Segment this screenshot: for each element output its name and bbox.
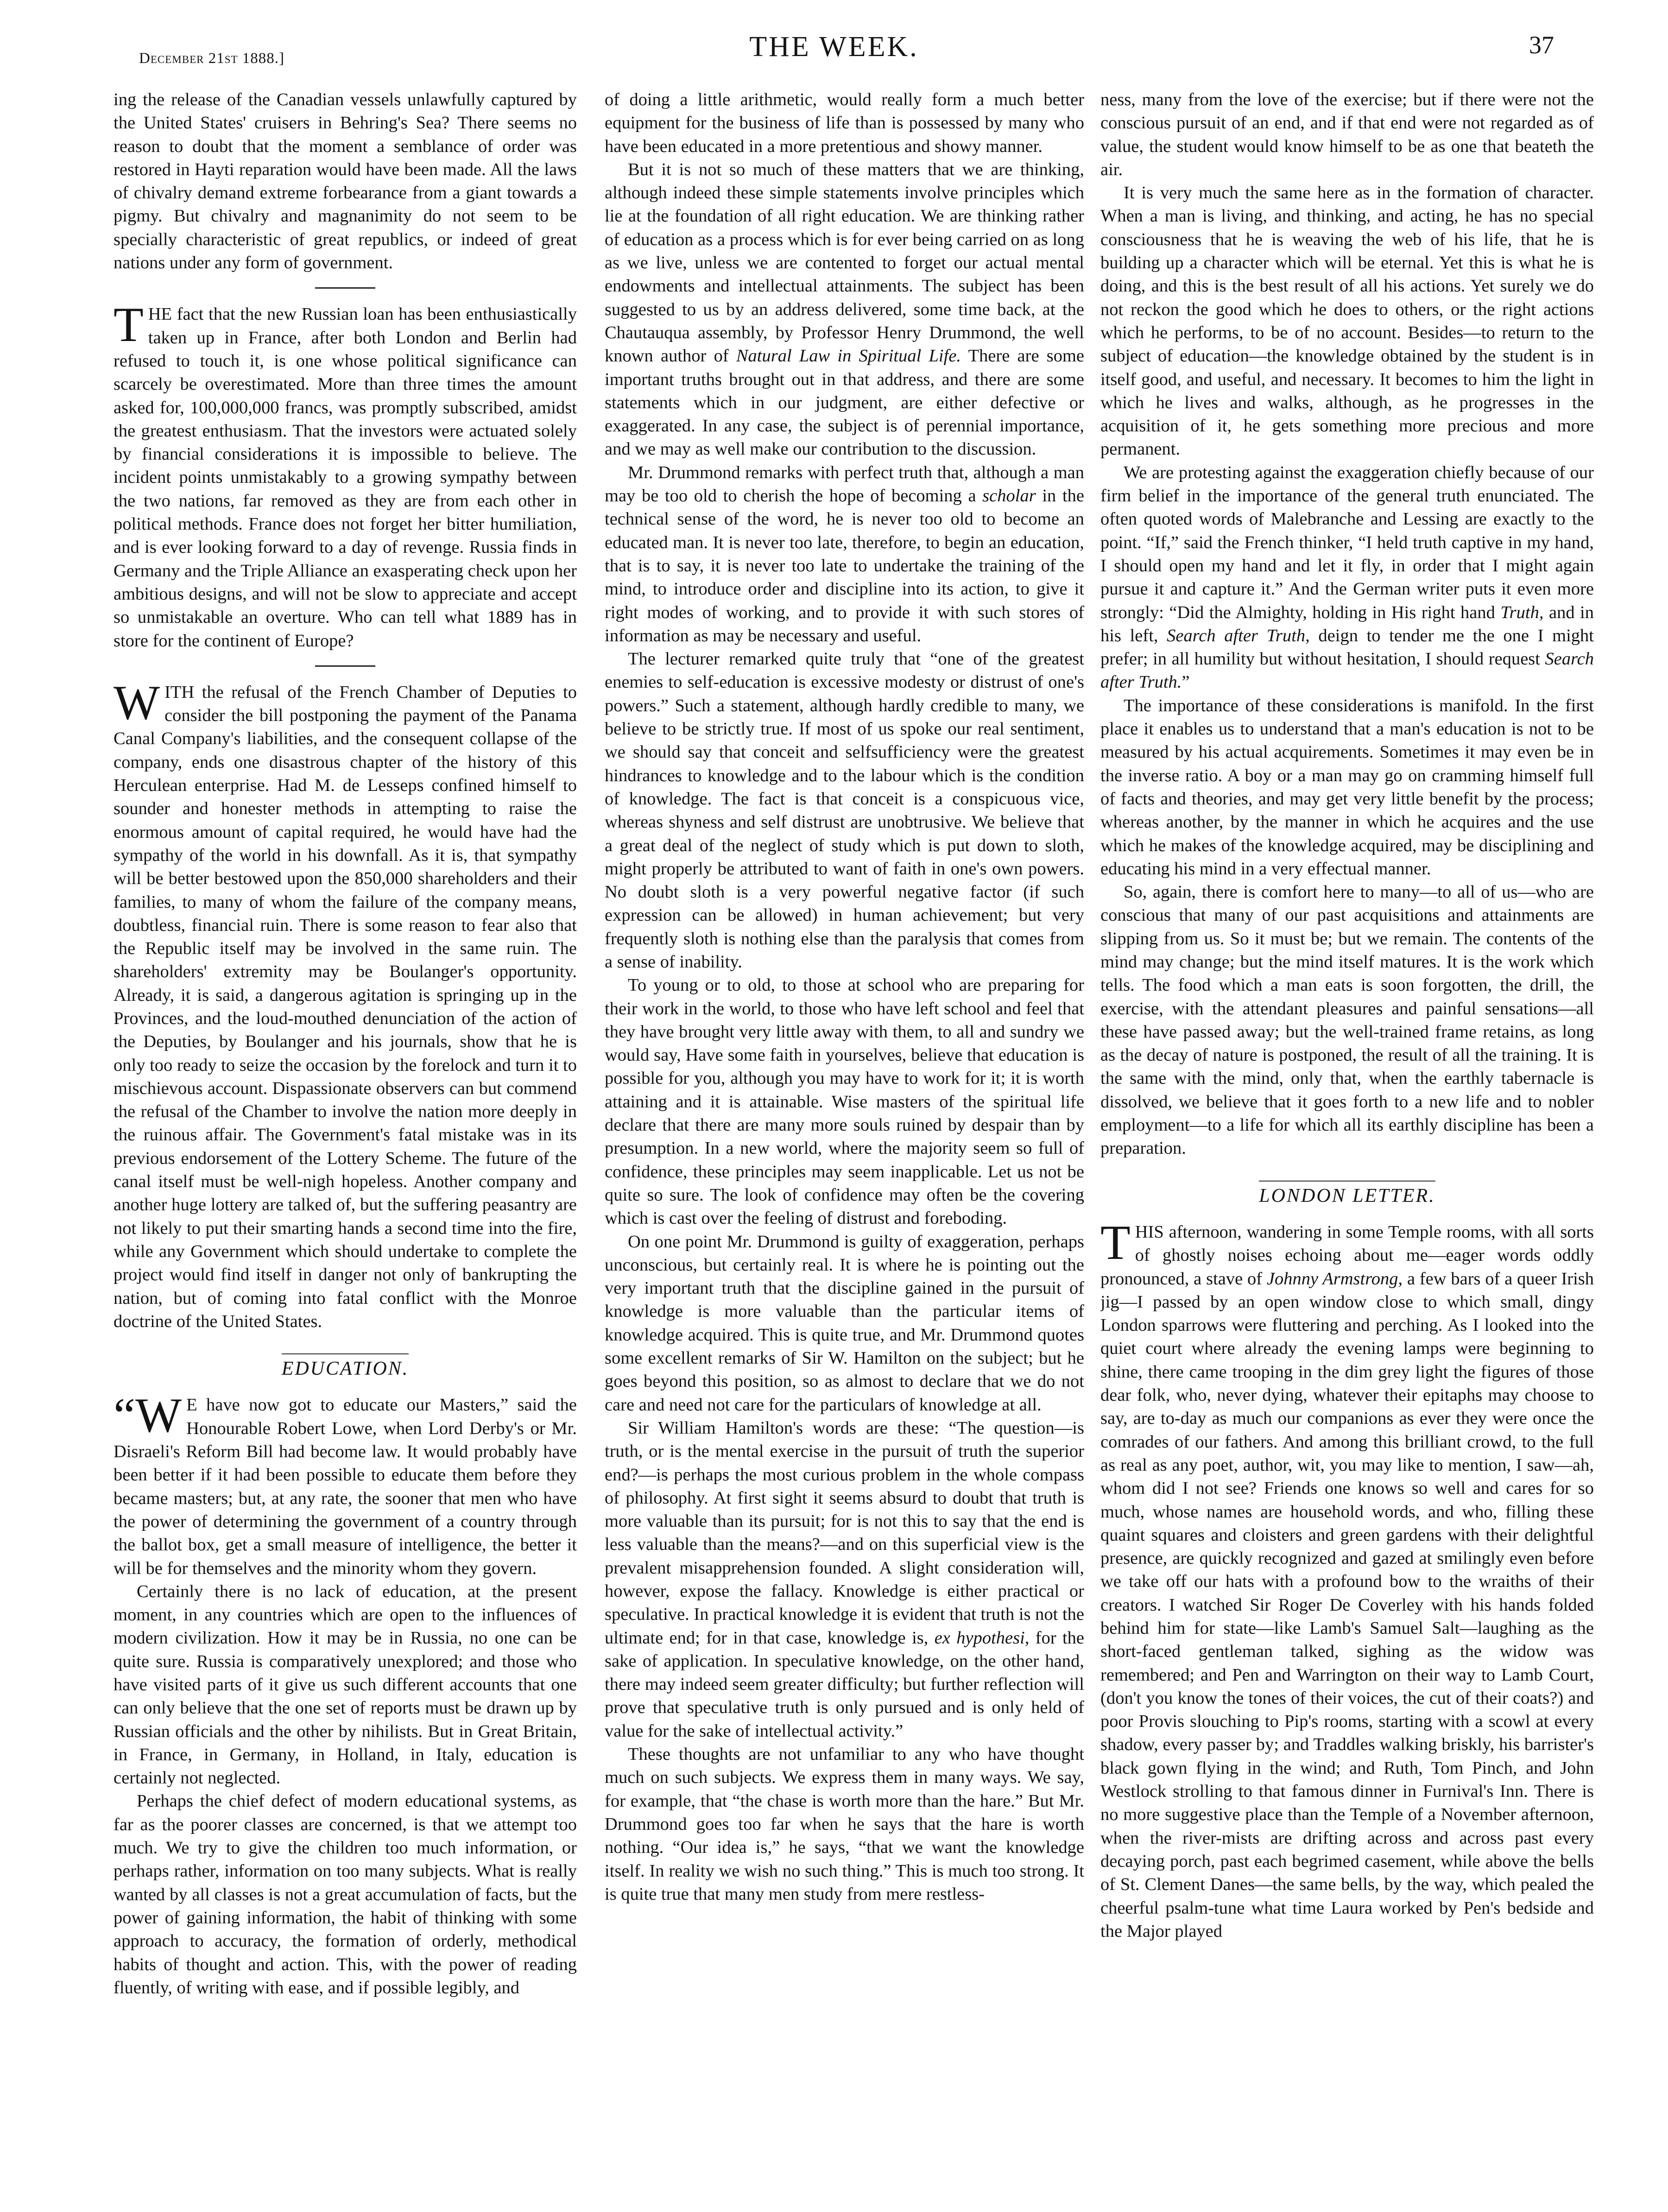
paragraph-education-intro: “W E have now got to educate our Masters,” said the Honourable Robert Lowe, when Lord Derby's or Mr. Disraeli's Reform Bill had become law. It would probably have been better if it had been possible to educate them before they became masters; but, at any rate, the sooner that men who have the power of determining the government of a country through the ballot box, get a small measure of intelligence, the better it will be for themselves and the minority whom they govern.	[114, 1388, 577, 1578]
paragraph: These thoughts are not unfamiliar to any who have thought much on such subjects. We express them in many ways. We say, for example, that “the chase is worth more than the hare.” But Mr. Drummond goes too far when he says that the hare is worth nothing. “Our idea is,” he says, “that we want the knowledge itself. In reality we wish no such thing.” This is much too strong. It is quite true that many men study from mere restless-	[605, 1744, 1084, 1904]
paragraph-panama-canal: WITH the refusal of the French Chamber of Deputies to consider the bill postponing the payment of the Panama Canal Company's liabilities, and the consequent collapse of the company, ends one disastrous chapter of the history of this Herculean enterprise. Had M. de Lesseps confined himself to sounder and honester methods in attempting to raise the enormous amount of capital required, he would have had the sympathy of the world in his downfall. As it is, that sympathy will be better bestowed upon the 850,000 shareholders and their families, to many of whom the failure of the company means, doubtless, financial ruin. There is some reason to fear also that the Republic itself may be involved in the same ruin. The shareholders' extremity may be Boulanger's opportunity. Already, it is said, a dangerous agitation is springing up in the Provinces, and the loud-mouthed denunciation of the action of the Deputies, by Boulanger and his journals, show that he is only too ready to seize the occasion by the forelock and turn it to mischievous account. Dispassionate observers can but commend the refusal of the Chamber to involve the nation more deeply in the ruinous affair. The Government's fatal mistake was in its previous endorsement of the Lottery Scheme. The future of the canal itself must be well-nigh hopeless. Another company and another huge lottery are talked of, but the suffering peasantry are not likely to put their smarting hands a second time into the fire, while any Government which should undertake to complete the project would find itself in danger not only of bankrupting the nation, but of coming into fatal conflict with the Monroe doctrine of the United States.	[114, 675, 577, 1331]
paragraph: Certainly there is no lack of education, at the present moment, in any countries which are open to the influences of modern civilization. How it may be in Russia, no one can be quite sure. Russia is comparatively unexplored; and those who have visited parts of it give us such different accounts that one can only believe that the one set of reports must be drawn up by Russian officials and the other by nihilists. But in Great Britain, in France, in Germany, in Holland, in Italy, education is certainly not neglected.	[114, 1581, 577, 1788]
paragraph: The importance of these considerations is manifold. In the first place it enables us to understand that a man's education is not to be measured by his actual acquirements. Sometimes it may even be in the inverse ratio. A boy or a man may go on cramming himself full of facts and theories, and may get very little benefit by the process; whereas another, by the manner in which he acquires and the use which he makes of the knowledge acquired, may be disciplining and educating his mind in a very effectual manner.	[1100, 695, 1594, 878]
column-right	[1100, 88, 1594, 2192]
paragraph: So, again, there is comfort here to many—to all of us—who are conscious that many of our past acquisitions and attainments are slipping from us. So it must be; but we remain. The contents of the mind may change; but the mind itself matures. It is the work which tells. The food which a man eats is soon forgotten, the drill, the exercise, with the attendant pleasures and painful sensations—all these have passed away; but the well-trained frame retains, as long as the decay of nature is postponed, the result of all the training. It is the same with the mind, only that, when the earthly tabernacle is dissolved, we believe that it goes forth to a new life and to nobler employment—to a life for which all its earthly discipline has been a preparation.	[1100, 882, 1594, 1158]
paragraph: Perhaps the chief defect of modern educational systems, as far as the poorer classes are concerned, is that we attempt too much. We try to give the children too much information, or perhaps rather, information on too many subjects. What is really wanted by all classes is not a great accumulation of facts, but the power of gaining information, the habit of thinking with some approach to accuracy, the formation of orderly, methodical habits of thought and action. This, with the power of reading fluently, of writing with ease, and if possible legibly, and	[114, 1791, 577, 1997]
drop-cap: “W	[114, 1388, 182, 1443]
section-heading-london-letter: LONDON LETTER.	[1100, 1184, 1594, 1207]
book-title: Natural Law in Spiritual Life.	[736, 346, 961, 366]
paragraph: Sir William Hamilton's words are these: “The question—is truth, or is the mental exercise in the pursuit of truth the superior end?—is perhaps the most curious problem in the whole compass of philosophy. At first sight it seems absurd to doubt that truth is more valuable than its pursuit; for is not this to say that the end is less valuable than the means?—and on this superficial view is the prevalent misapprehension founded. A slight consideration will, however, expose the fallacy. Knowledge is either practical or speculative. In practical knowledge it is evident that truth is not the ultimate end; for in that case, knowledge is, ex hypothesi, for the sake of application. In speculative knowledge, on the other hand, there may indeed seem greater difficulty; but further reflection will prove that speculative truth is only pursued and is only held of value for the sake of intellectual activity.”	[605, 1418, 1084, 1741]
paragraph: It is very much the same here as in the formation of character. When a man is living, and thinking, and acting, he has no special consciousness that he is weaving the web of his life, that he is building up a character which will be eternal. Yet this is what he is doing, and this is the best result of all his actions. Yet surely we do not reckon the good which he does to others, or the right actions which he performs, to be of no account. Besides—to return to the subject of education—the knowledge obtained by the student is in itself good, and useful, and necessary. It becomes to him the light in which he lives and walks, although, as he progresses in the acquisition of it, he gets something more precious and more permanent.	[1100, 183, 1594, 459]
section-divider	[315, 665, 375, 667]
paragraph: Mr. Drummond remarks with perfect truth that, although a man may be too old to cherish the hope of becoming a scholar in the technical sense of the word, he is never too old to become an educated man. It is never too late, therefore, to begin an education, that is to say, it is never too late to undertake the training of the mind, to introduce order and discipline into its action, to give it right modes of working, and to provide it with such stores of information as may be necessary and useful.	[605, 462, 1084, 645]
paragraph: To young or to old, to those at school who are preparing for their work in the world, to those who have left school and feel that they have brought very little away with them, to all and sundry we would say, Have some faith in yourselves, believe that education is possible for you, although you may have to work for it; it is worth attaining and it is attainable. Wise masters of the spiritual life declare that there are many more souls ruined by despair than by presumption. In a new world, where the majority seem so full of confidence, these principles may seem inapplicable. Let us not be quite so sure. The look of confidence may often be the covering which is cast over the feeling of distrust and foreboding.	[605, 975, 1084, 1228]
column-left	[114, 88, 577, 2192]
issue-date: December 21st 1888.]	[139, 50, 285, 67]
drop-cap: T	[1100, 1215, 1131, 1270]
section-heading-education: EDUCATION.	[114, 1357, 577, 1380]
section-divider	[315, 287, 375, 289]
paragraph: We are protesting against the exaggeration chiefly because of our firm belief in the importance of the general truth enunciated. The often quoted words of Malebranche and Lessing are exactly to the point. “If,” said the French thinker, “I held truth captive in my hand, I should open my hand and let it fly, in order that I might again pursue it and capture it.” And the German writer puts it even more strongly: “Did the Almighty, holding in His right hand Truth, and in his left, Search after Truth, deign to tender me the one I might prefer; in all humility but without hesitation, I should request Search after Truth.”	[1100, 462, 1594, 692]
paragraph-london-letter: THIS afternoon, wandering in some Temple rooms, with all sorts of ghostly noises echoing about me—eager words oddly pronounced, a stave of Johnny Armstrong, a few bars of a queer Irish jig—I passed by an open window close to which small, dingy London sparrows were fluttering and perching. As I looked into the quiet court where already the evening lamps were beginning to shine, there came trooping in the dim grey light the figures of those dear folk, who, never dying, whatever their epitaphs may choose to say, are to-day as much our companions as ever they were once the comrades of our fathers. And among this brilliant crowd, to the full as real as any poet, author, wit, you may like to mention, I saw—ah, whom did I not see? Friends one knows so well and cares for so much, whose names are household words, and who, filling these quaint squares and cloisters and green gardens with their delightful presence, are quickly recognized and gazed at smilingly even before we take off our hats with a profound bow to the wraiths of their creators. I watched Sir Roger De Coverley with his hands folded behind him for state—like Lamb's Samuel Salt—laughing as the short-faced gentleman talked, sighing as the widow was remembered; and Pen and Warrington on their way to Lamb Court, (don't you know the tones of their voices, the cut of their coats?) and poor Provis slouching to Pip's rooms, starting with a scowl at every shadow, every passer by; and Traddles walking briskly, his barrister's black gown flying in the wind; and Ruth, Tom Pinch, and John Westlock strolling to that famous dinner in Furnival's Inn. There is no more suggestive place than the Temple of a November afternoon, when the river-mists are drifting across and across past every decaying porch, past each begrimed casement, while above the bells of St. Clement Danes—the same bells, by the way, which pealed the cheerful psalm-tune what time Laura worked by Pen's bedside and the Major played	[1100, 1215, 1594, 1941]
masthead-title: THE WEEK.	[749, 31, 919, 63]
paragraph: of doing a little arithmetic, would really form a much better equipment for the business of life than is possessed by many who have been educated in a more pretentious and showy manner.	[605, 90, 1084, 156]
paragraph: On one point Mr. Drummond is guilty of exaggeration, perhaps unconscious, but certainly real. It is where he is pointing out the very important truth that the discipline gained in the pursuit of knowledge is more valuable than the particular items of knowledge acquired. This is quite true, and Mr. Drummond quotes some excellent remarks of Sir W. Hamilton on the subject; but he goes beyond this position, so as almost to declare that we do not care and need not care for the particulars of knowledge at all.	[605, 1232, 1084, 1415]
paragraph: But it is not so much of these matters that we are thinking, although indeed these simple statements involve principles which lie at the foundation of all right education. We are thinking rather of education as a process which is for ever being carried on as long as we live, unless we are contented to forget our actual mental endowments and intellectual attainments. The subject has been suggested to us by an address delivered, some time back, at the Chautauqua assembly, by Professor Henry Drummond, the well known author of Natural Law in Spiritual Life. There are some important truths brought out in that address, and there are some statements which in our judgment, are either defective or exaggerated. In any case, the subject is of perennial importance, and we may as well make our contribution to the discussion.	[605, 159, 1084, 459]
paragraph: The lecturer remarked quite truly that “one of the greatest enemies to self-education is excessive modesty or distrust of one's powers.” Such a statement, although hardly credible to many, we believe to be strictly true. If most of us spoke our real sentiment, we should say that conceit and selfsufficiency were the greatest hindrances to knowledge and to the labour which is the condition of knowledge. The fact is that conceit is a conspicuous vice, whereas shyness and self distrust are unobtrusive. We believe that a great deal of the neglect of study which is put down to sloth, might properly be attributed to want of faith in one's own powers. No doubt sloth is a very powerful negative factor (if such expression can be allowed) in human achievement; but very frequently sloth is nothing else than the paralysis that comes from a sense of inability.	[605, 649, 1084, 972]
drop-cap: W	[114, 675, 160, 730]
paragraph-russian-loan: THE fact that the new Russian loan has been enthusiastically taken up in France, after both London and Berlin had refused to touch it, is one whose political significance can scarcely be overestimated. More than three times the amount asked for, 100,000,000 francs, was promptly subscribed, amidst the greatest enthusiasm. That the investors were actuated solely by financial considerations it is impossible to believe. The incident points unmistakably to a growing sympathy between the two nations, far removed as they are from each other in political methods. France does not forget her bitter humiliation, and is ever looking forward to a day of revenge. Russia finds in Germany and the Triple Alliance an exasperating check upon her ambitious designs, and will not be slow to appreciate and accept so unmistakable an overture. Who can tell what 1889 has in store for the continent of Europe?	[114, 297, 577, 651]
paragraph: ing the release of the Canadian vessels unlawfully captured by the United States' cruisers in Behring's Sea? There seems no reason to doubt that the moment a semblance of order was restored in Hayti reparation would have been made. All the laws of chivalry demand extreme forbearance from a giant towards a pigmy. But chivalry and magnanimity do not seem to be specially characteristic of great republics, or indeed of great nations under any form of government.	[114, 90, 577, 273]
page-number: 37	[1529, 31, 1554, 59]
drop-cap: T	[114, 297, 144, 352]
paragraph: ness, many from the love of the exercise; but if there were not the conscious pursuit of an end, and if that end were not regarded as of value, the student would know himself to be as one that beateth the air.	[1100, 90, 1594, 179]
column-middle	[605, 88, 1084, 2192]
